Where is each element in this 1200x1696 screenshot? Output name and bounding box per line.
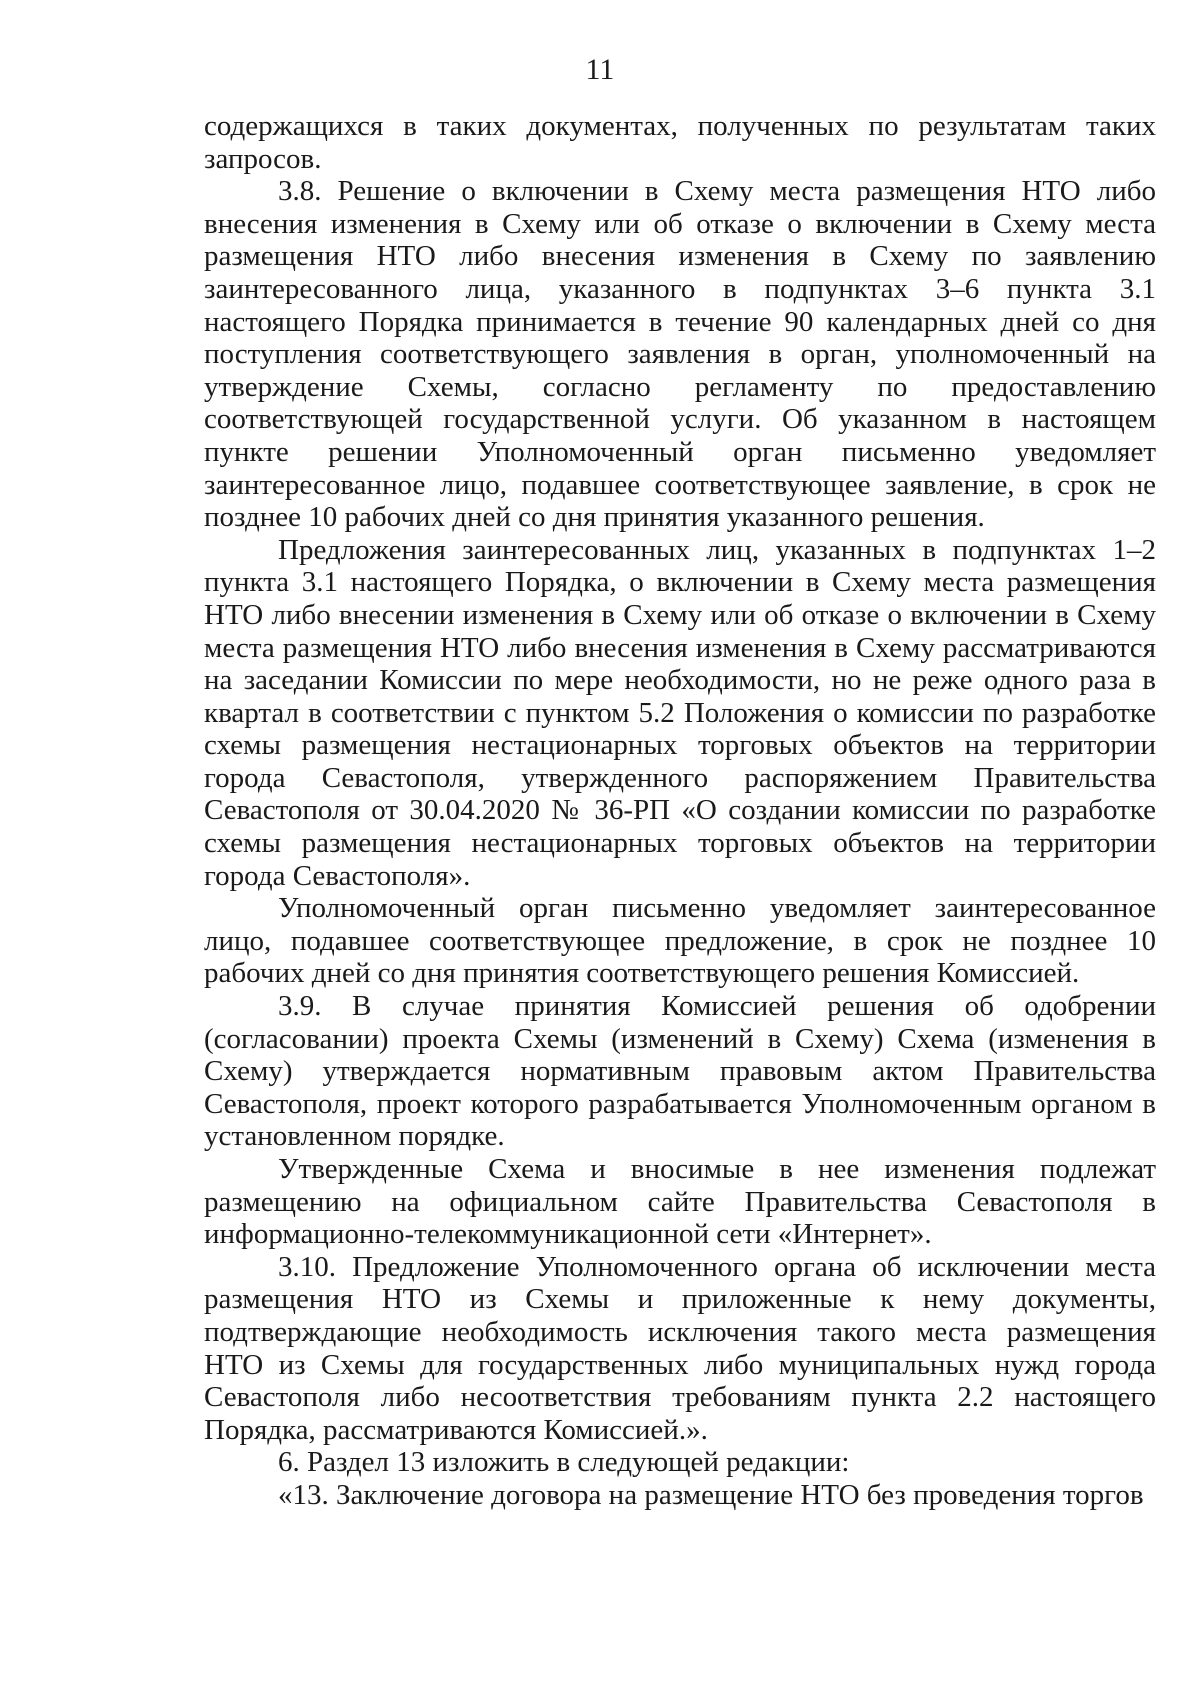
paragraph-proposals: Предложения заинтересованных лиц, указанных в подпунктах 1–2 пункта 3.1 настоящего Порядка, о включении в Схему места размещения НТО либо внесении изменения в Схему или об отказе о включении в Схему места размещения НТО либо внесения изменения в Схему рассматриваются на заседании Комиссии по мере необходимости, но не реже одного раза в квартал в соответствии с пунктом 5.2 Положения о комиссии по разработке схемы размещения нестационарных торговых объектов на территории города Севастополя, утвержденного распоряжением Правительства Севастополя от 30.04.2020 № 36-РП «О создании комиссии по разработке схемы размещения нестационарных торговых объектов на территории города Севастополя». — [204, 533, 1156, 892]
paragraph-3-10: 3.10. Предложение Уполномоченного органа об исключении места размещения НТО из Схемы и приложенные к нему документы, подтверждающие необходимость исключения такого места размещения НТО из Схемы для государственных либо муниципальных нужд города Севастополя либо несоответствия требованиям пункта 2.2 настоящего Порядка, рассматриваются Комиссией.». — [204, 1250, 1156, 1446]
paragraph-continuation: содержащихся в таких документах, полученных по результатам таких запросов. — [204, 110, 1156, 175]
paragraph-amendment-6: 6. Раздел 13 изложить в следующей редакции: — [278, 1446, 850, 1479]
page-number: 11 — [585, 53, 615, 86]
paragraph-notification: Уполномоченный орган письменно уведомляет заинтересованное лицо, подавшее соответствующее предложение, в срок не позднее 10 рабочих дней со дня принятия соответствующего решения Комиссией. — [204, 892, 1156, 990]
paragraph-publication: Утвержденные Схема и вносимые в нее изменения подлежат размещению на официальном сайте Правительства Севастополя в информационно-телекоммуникационной сети «Интернет». — [204, 1153, 1156, 1251]
paragraph-3-8: 3.8. Решение о включении в Схему места размещения НТО либо внесения изменения в Схему или об отказе о включении в Схему места размещения НТО либо внесения изменения в Схему по заявлению заинтересованного лица, указанного в подпунктах 3–6 пункта 3.1 настоящего Порядка принимается в течение 90 календарных дней со дня поступления соответствующего заявления в орган, уполномоченный на утверждение Схемы, согласно регламенту по предоставлению соответствующей государственной услуги. Об указанном в настоящем пункте решении Уполномоченный орган письменно уведомляет заинтересованное лицо, подавшее соответствующее заявление, в срок не позднее 10 рабочих дней со дня принятия указанного решения. — [204, 175, 1156, 534]
paragraph-3-9: 3.9. В случае принятия Комиссией решения об одобрении (согласовании) проекта Схемы (изменений в Схему) Схема (изменения в Схему) утверждается нормативным правовым актом Правительства Севастополя, проект которого разрабатывается Уполномоченным органом в установленном порядке. — [204, 990, 1156, 1153]
section-13-heading: «13. Заключение договора на размещение НТО без проведения торгов — [278, 1478, 1144, 1511]
document-body — [204, 110, 1156, 1512]
